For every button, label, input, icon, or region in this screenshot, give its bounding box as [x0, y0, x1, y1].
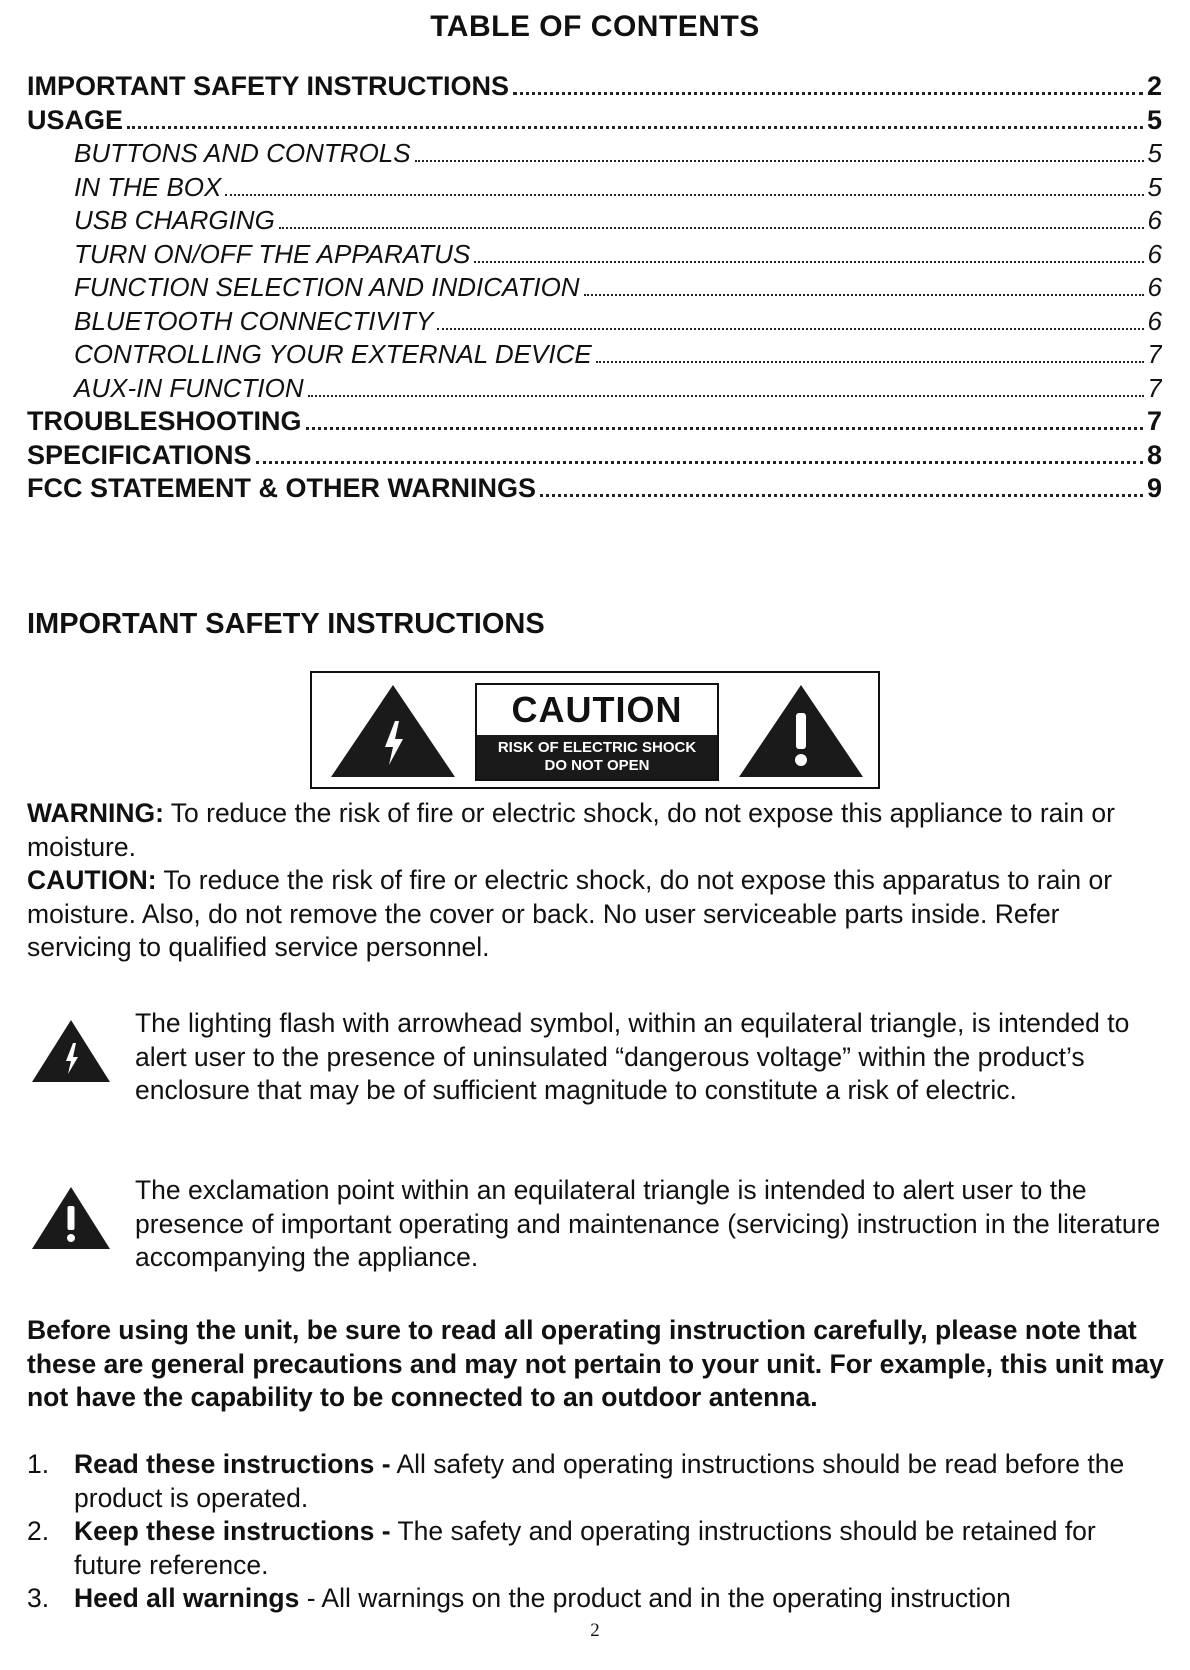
toc-entry-label: TURN ON/OFF THE APPARATUS	[74, 238, 471, 269]
list-item-title: Keep these instructions -	[74, 1516, 391, 1546]
lightning-triangle-icon	[31, 1019, 111, 1083]
toc-leader-dots	[279, 227, 1144, 229]
page-number: 2	[590, 1620, 600, 1641]
toc-entry-specifications[interactable]	[27, 439, 1162, 473]
warning-paragraph	[27, 797, 1167, 864]
toc-leader-dots	[584, 294, 1144, 296]
toc-entry-important-safety[interactable]	[27, 70, 1162, 104]
toc-leader-dots	[225, 194, 1143, 196]
toc-title: TABLE OF CONTENTS	[430, 10, 760, 43]
toc-entry-page: 9	[1146, 473, 1162, 503]
toc-entry-label: FUNCTION SELECTION AND INDICATION	[74, 272, 580, 302]
toc-entry-label: CONTROLLING YOUR EXTERNAL DEVICE	[74, 339, 592, 369]
toc-entry-buttons-and-controls[interactable]	[27, 137, 1162, 171]
safety-instructions-list	[27, 1448, 1167, 1616]
toc-entry-page: 6	[1147, 305, 1162, 336]
caution-label	[475, 683, 719, 781]
toc-entry-page: 7	[1146, 406, 1162, 436]
toc-entry-usb-charging[interactable]	[27, 204, 1162, 238]
toc-leader-dots	[540, 494, 1143, 497]
toc-leader-dots	[474, 261, 1143, 263]
toc-entry-page: 2	[1146, 71, 1162, 101]
toc-leader-dots	[256, 461, 1143, 464]
list-item	[27, 1582, 1167, 1616]
list-item-text: All safety and operating instructions should be read before the product is operated.	[74, 1449, 1125, 1513]
toc-leader-dots	[308, 395, 1144, 397]
list-item-number: 2.	[27, 1516, 50, 1546]
toc-entry-label: USB CHARGING	[74, 205, 275, 235]
table-of-contents	[27, 70, 1162, 506]
exclamation-warning-icon	[737, 683, 865, 779]
toc-leader-dots	[306, 427, 1143, 430]
toc-entry-label: IMPORTANT SAFETY INSTRUCTIONS	[27, 71, 510, 101]
toc-entry-label: TROUBLESHOOTING	[27, 406, 302, 436]
warning-text: To reduce the risk of fire or electric shock, do not expose this appliance to rain or moisture.	[27, 798, 1115, 862]
toc-entry-troubleshooting[interactable]	[27, 405, 1162, 439]
toc-entry-label: BUTTONS AND CONTROLS	[74, 138, 411, 168]
toc-entry-aux-in[interactable]	[27, 372, 1162, 406]
caution-word: CAUTION	[511, 689, 683, 730]
before-using-notice: Before using the unit, be sure to read all operating instruction carefully, please note that these are general precautions and may not pertain to your unit. For example, this unit may not have the capability to be connected to an outdoor antenna.	[27, 1315, 1164, 1412]
toc-entry-bluetooth[interactable]	[27, 305, 1162, 339]
toc-entry-in-the-box[interactable]	[27, 171, 1162, 205]
caution-subtext-line1: RISK OF ELECTRIC SHOCK	[497, 739, 697, 756]
toc-entry-turn-on-off[interactable]	[27, 238, 1162, 272]
toc-entry-page: 5	[1147, 138, 1162, 168]
toc-entry-page: 6	[1147, 205, 1162, 235]
toc-entry-function-selection[interactable]	[27, 271, 1162, 305]
list-item-text: - All warnings on the product and in the operating instruction	[299, 1583, 1011, 1613]
caution-text: To reduce the risk of fire or electric shock, do not expose this apparatus to rain or moisture. Also, do not remove the cover or back. No user serviceable parts inside. Refer servicing to qualified service personnel.	[27, 865, 1113, 962]
toc-leader-dots	[127, 126, 1143, 129]
exclamation-triangle-icon	[31, 1186, 111, 1250]
toc-entry-controlling-external-device[interactable]	[27, 338, 1162, 372]
list-item-number: 1.	[27, 1449, 50, 1479]
caution-sign	[310, 671, 880, 789]
list-item-title: Read these instructions -	[74, 1449, 391, 1479]
toc-entry-label: IN THE BOX	[74, 171, 222, 202]
toc-leader-dots	[415, 160, 1144, 162]
toc-entry-label: BLUETOOTH CONNECTIVITY	[74, 305, 434, 336]
caution-label-text: CAUTION:	[27, 865, 157, 895]
toc-leader-dots	[513, 92, 1143, 95]
warning-label: WARNING:	[27, 798, 164, 828]
toc-entry-page: 8	[1146, 439, 1162, 470]
list-item	[27, 1448, 1167, 1515]
toc-entry-fcc-statement[interactable]	[27, 472, 1162, 506]
caution-subtext	[477, 735, 717, 779]
list-item-text: The safety and operating instructions should be retained for future reference.	[74, 1516, 1096, 1580]
toc-entry-label: USAGE	[27, 104, 124, 135]
caution-subtext-line2: DO NOT OPEN	[544, 757, 650, 774]
toc-entry-label: FCC STATEMENT & OTHER WARNINGS	[27, 473, 536, 503]
toc-entry-page: 6	[1147, 238, 1162, 269]
section-heading: IMPORTANT SAFETY INSTRUCTIONS	[27, 608, 545, 640]
list-item-number: 3.	[27, 1583, 50, 1613]
toc-entry-page: 5	[1146, 104, 1162, 135]
exclamation-symbol-text: The exclamation point within an equilateral triangle is intended to alert user to the presence of important operating and maintenance (servicing) instruction in the literature accompanying the appliance.	[135, 1175, 1161, 1272]
list-item-title: Heed all warnings	[74, 1583, 300, 1613]
list-item	[27, 1515, 1167, 1582]
toc-entry-page: 7	[1147, 339, 1162, 369]
toc-entry-usage[interactable]	[27, 104, 1162, 138]
toc-entry-label: SPECIFICATIONS	[27, 439, 252, 470]
toc-leader-dots	[596, 361, 1144, 363]
caution-paragraph	[27, 864, 1167, 965]
toc-entry-label: AUX-IN FUNCTION	[74, 372, 304, 403]
lightning-warning-icon	[329, 683, 457, 779]
toc-entry-page: 6	[1147, 272, 1162, 302]
lightning-symbol-text: The lighting flash with arrowhead symbol, within an equilateral triangle, is intended to alert user to the presence of uninsulated “dangerous voltage” within the product’s enclosure that may be of sufficient magnitude to constitute a risk of electric.	[135, 1008, 1130, 1105]
toc-leader-dots	[437, 328, 1143, 330]
toc-entry-page: 7	[1147, 372, 1162, 403]
toc-entry-page: 5	[1147, 171, 1162, 202]
